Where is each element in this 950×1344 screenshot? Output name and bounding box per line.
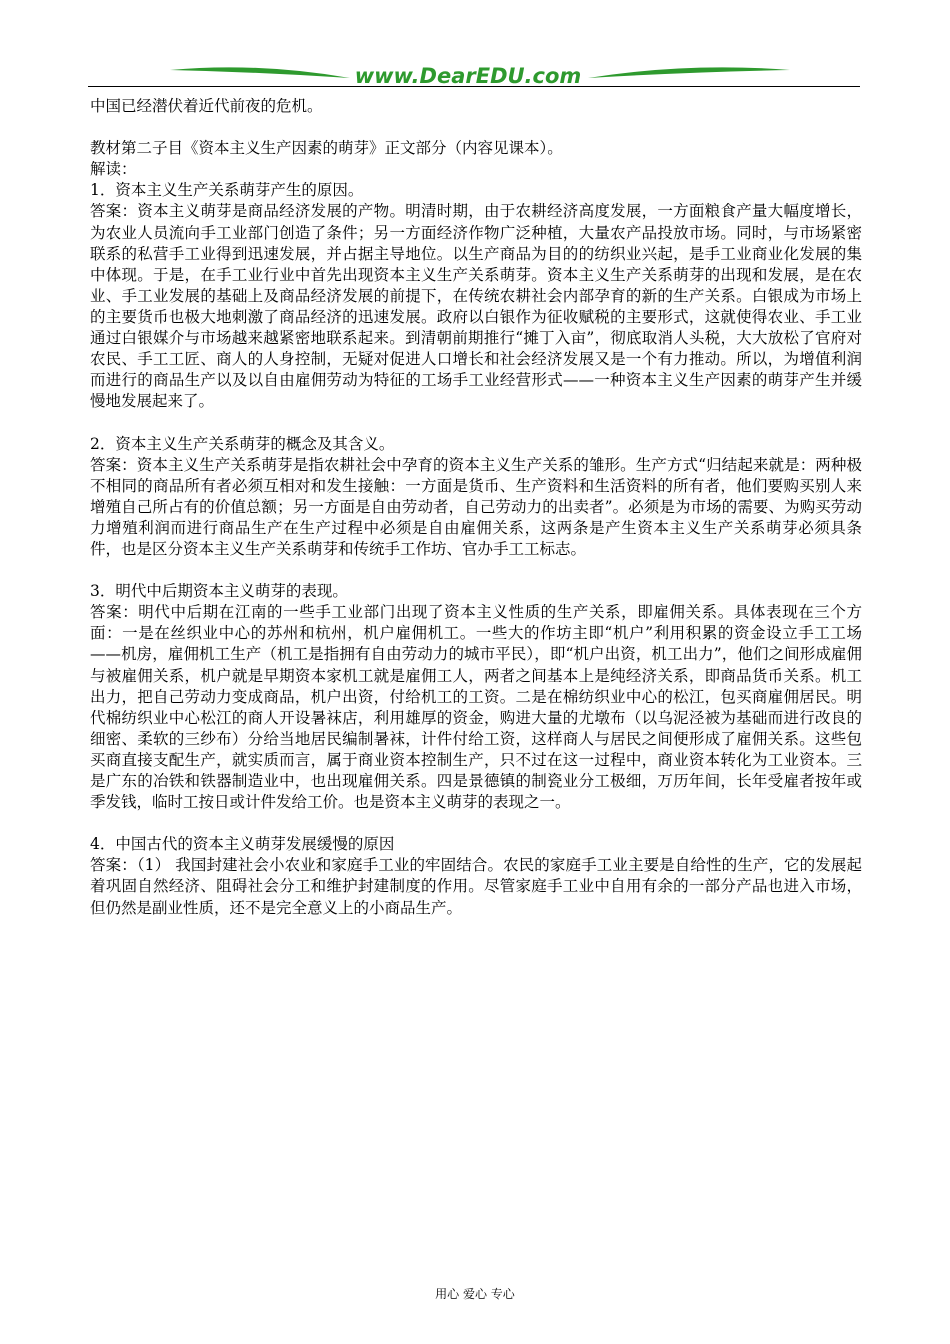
section-heading: 4．中国古代的资本主义萌芽发展缓慢的原因 [90,835,395,854]
paragraph: 答案：资本主义萌芽是商品经济发展的产物。明清时期，由于农耕经济高度发展，一方面粮食产量大幅度增长，为农业人员流向手工业部门创造了条件；另一方面经济作物广泛种植，大量农产品投放市场。同时，与市场紧密联系的私营手工业得到迅速发展，并占据主导地位。以生产商品为目的的纺织业兴起，是手工业商业化发展的集中体现。于是，在手工业行业中首先出现资本主义生产关系萌芽。资本主义生产关系萌芽的出现和发展，是在农业、手工业发展的基础上及商品经济发展的前提下，在传统农耕社会内部孕育的新的生产关系。白银成为市场上的主要货币也极大地刺激了商品经济的迅速发展。政府以白银作为征收赋税的主要形式，这就使得农业、手工业通过白银媒介与市场越来越紧密地联系起来。到清朝前期推行“摊丁入亩”，彻底取消人头税，大大放松了官府对农民、手工工匠、商人的人身控制，无疑对促进人口增长和社会经济发展又是一个有力推动。所以，为增值利润而进行的商品生产以及以自由雇佣劳动为特征的工场手工业经营形式——一种资本主义生产因素的萌芽产生并缓慢地发展起来了。 [90,202,862,411]
section-heading: 2．资本主义生产关系萌芽的概念及其含义。 [90,434,395,453]
paragraph: 答案：资本主义生产关系萌芽是指农耕社会中孕育的资本主义生产关系的雏形。生产方式“归结起来就是：两种极不相同的商品所有者必须互相对和发生接触：一方面是货币、生产资料和生活资料的所有者，他们要购买别人来增殖自己所占有的价值总额；另一方面是自由劳动者，自己劳动力的出卖者”。必须是为市场的需要、为购买劳动力增殖利润而进行商品生产在生产过程中必须是自由雇佣关系，这两条是产生资本主义生产关系萌芽必须具条件，也是区分资本主义生产关系萌芽和传统手工作坊、官办手工工标志。 [90,455,862,558]
paragraph-gap [90,412,862,433]
left-leaf-swoosh [170,67,350,78]
paragraph: 解读： [90,160,137,179]
paragraph: 答案：（1） 我国封建社会小农业和家庭手工业的牢固结合。农民的家庭手工业主要是自给性的生产，它的发展起着巩固自然经济、阻碍社会分工和维护封建制度的作用。尽管家庭手工业中自用有余的一部分产品也进入市场，但仍然是副业性质，还不是完全意义上的小商品生产。 [90,856,862,917]
body-text [90,96,862,919]
paragraph: 教材第二子目《资本主义生产因素的萌芽》正文部分（内容见课本）。 [90,139,563,158]
right-leaf-swoosh [588,67,790,78]
page-footer: 用心 爱心 专心 [435,1287,515,1301]
paragraph-gap [90,813,862,834]
paragraph: 中国已经潜伏着近代前夜的危机。 [90,97,323,115]
site-logo-text: www.DearEDU.com [354,64,582,88]
section-heading: 3．明代中后期资本主义萌芽的表现。 [90,582,348,601]
paragraph: 答案：明代中后期在江南的一些手工业部门出现了资本主义性质的生产关系，即雇佣关系。具体表现在三个方面：一是在丝织业中心的苏州和杭州，机户雇佣机工。一些大的作坊主即“机户”利用积累的资金设立手工工场——机房，雇佣机工生产（机工是指拥有自由劳动力的城市平民），即“机户出资，机工出力”，他们之间形成雇佣与被雇佣关系，机户就是早期资本家机工就是雇佣工人，两者之间基本上是纯经济关系，即商品货币关系。机工出力，把自己劳动力变成商品，机户出资，付给机工的工资。二是在棉纺织业中心的松江，包买商雇佣居民。明代棉纺织业中心松江的商人开设暑袜店，利用雄厚的资金，购进大量的尤墩布（以乌泥泾被为基础而进行改良的细密、柔软的三纱布）分给当地居民编制暑袜，计件付给工资，这样商人与居民之间便形成了雇佣关系。这些包买商直接支配生产，就实质而言，属于商业资本控制生产，只不过在这一过程中，商业资本转化为工业资本。三是广东的冶铁和铁器制造业中，也出现雇佣关系。四是景德镇的制瓷业分工极细，万历年间，长年受雇者按年或季发钱，临时工按日或计件发给工价。也是资本主义萌芽的表现之一。 [90,603,862,812]
paragraph-gap [90,560,862,581]
section-heading: 1．资本主义生产关系萌芽产生的原因。 [90,181,364,200]
header-rule [88,86,860,87]
paragraph-gap [90,117,862,138]
